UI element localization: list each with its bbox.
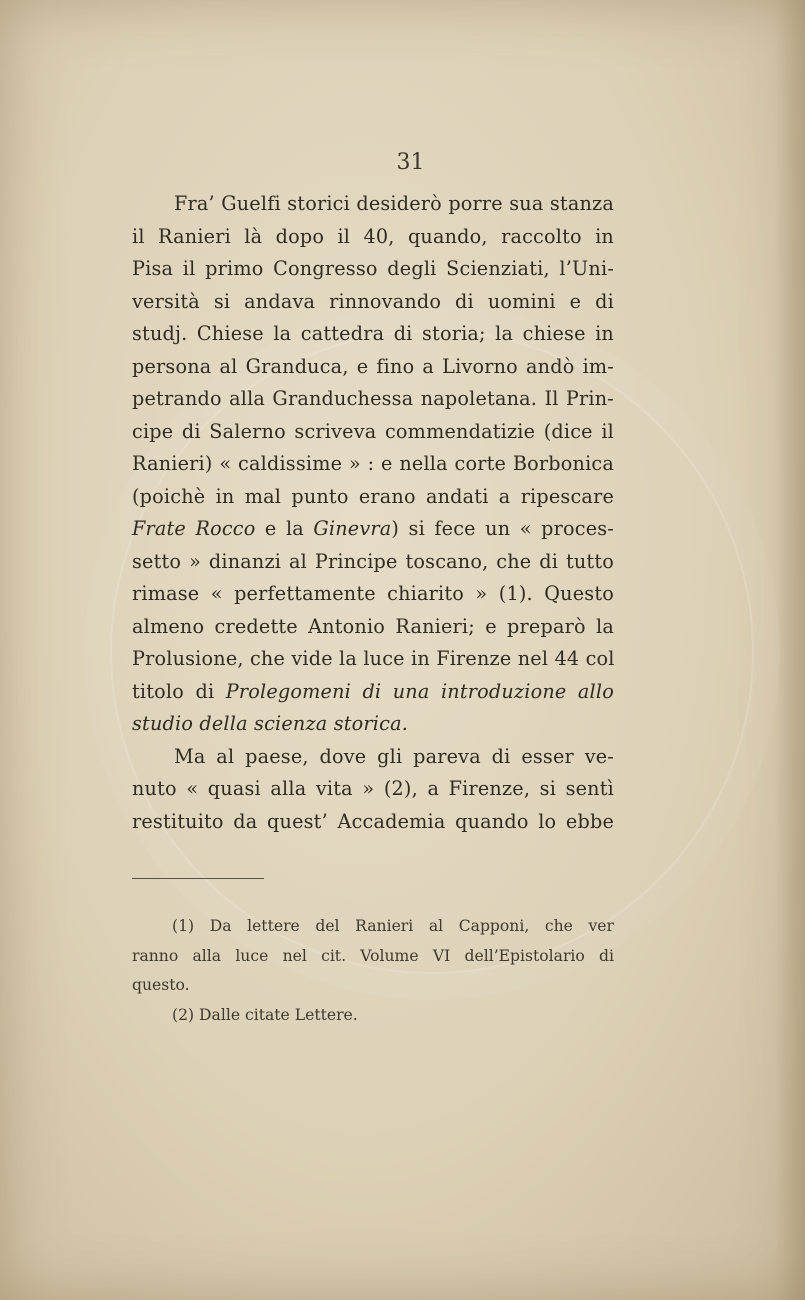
text-line-with-italics xyxy=(132,513,614,546)
footnotes xyxy=(132,912,614,1030)
footnote-line: ranno alla luce nel cit. Volume VI dell’Epistolario di xyxy=(132,946,614,965)
text-line: rimase « perfettamente chiarito » (1). Questo xyxy=(132,582,614,605)
text-line: persona al Granduca, e fino a Livorno andò im- xyxy=(132,354,614,378)
text-line: setto » dinanzi al Principe toscano, che di tutto xyxy=(132,549,614,573)
text-line: Fra’ Guelfi storici desiderò porre sua stanza xyxy=(174,192,614,215)
text-segment: titolo di xyxy=(132,679,226,703)
text-line: restituito da quest’ Accademia quando lo ebbe xyxy=(132,809,614,833)
footnote-separator xyxy=(132,878,264,879)
text-line: Prolusione, che vide la luce in Firenze nel 44 col xyxy=(132,647,615,670)
text-line: Ranieri) « caldissime » : e nella corte Borbonica xyxy=(132,452,614,475)
text-line: Pisa il primo Congresso degli Scienziati, l’Uni- xyxy=(132,257,614,280)
text-line: versità si andava rinnovando di uomini e di xyxy=(132,289,614,313)
text-line: studj. Chiese la cattedra di storia; la chiese in xyxy=(132,322,614,345)
text-line: il Ranieri là dopo il 40, quando, raccolto in xyxy=(132,224,614,248)
text-line: (poichè in mal punto erano andati a ripescare xyxy=(132,484,614,508)
italic-title-frate-rocco: Frate Rocco xyxy=(132,517,256,540)
text-segment: ) si fece un « proces- xyxy=(391,517,614,540)
footnote-line: questo. xyxy=(132,976,190,994)
italic-title-ginevra: Ginevra xyxy=(313,517,392,540)
page-edge-shadow xyxy=(775,0,805,1300)
text-line-with-italics xyxy=(132,676,614,709)
text-line: cipe di Salerno scriveva commendatizie (dice il xyxy=(132,419,614,443)
text-line: petrando alla Granduchessa napoletana. Il Prin- xyxy=(132,387,614,410)
text-line-italic xyxy=(132,708,614,741)
text-line: Ma al paese, dove gli pareva di esser ve- xyxy=(174,744,614,768)
italic-title-studio: studio della scienza storica. xyxy=(132,712,409,735)
footnote-line: (2) Dalle citate Lettere. xyxy=(172,1005,358,1024)
main-text xyxy=(132,188,614,838)
footnote-line: (1) Da lettere del Ranieri al Capponi, che ver xyxy=(172,917,614,935)
italic-title-prolegomeni: Prolegomeni di una introduzione allo xyxy=(225,679,614,703)
text-line: almeno credette Antonio Ranieri; e preparò la xyxy=(132,614,614,638)
page-number: 31 xyxy=(396,150,425,175)
text-segment: e la xyxy=(255,517,314,540)
text-line: nuto « quasi alla vita » (2), a Firenze, si sentì xyxy=(132,777,614,800)
